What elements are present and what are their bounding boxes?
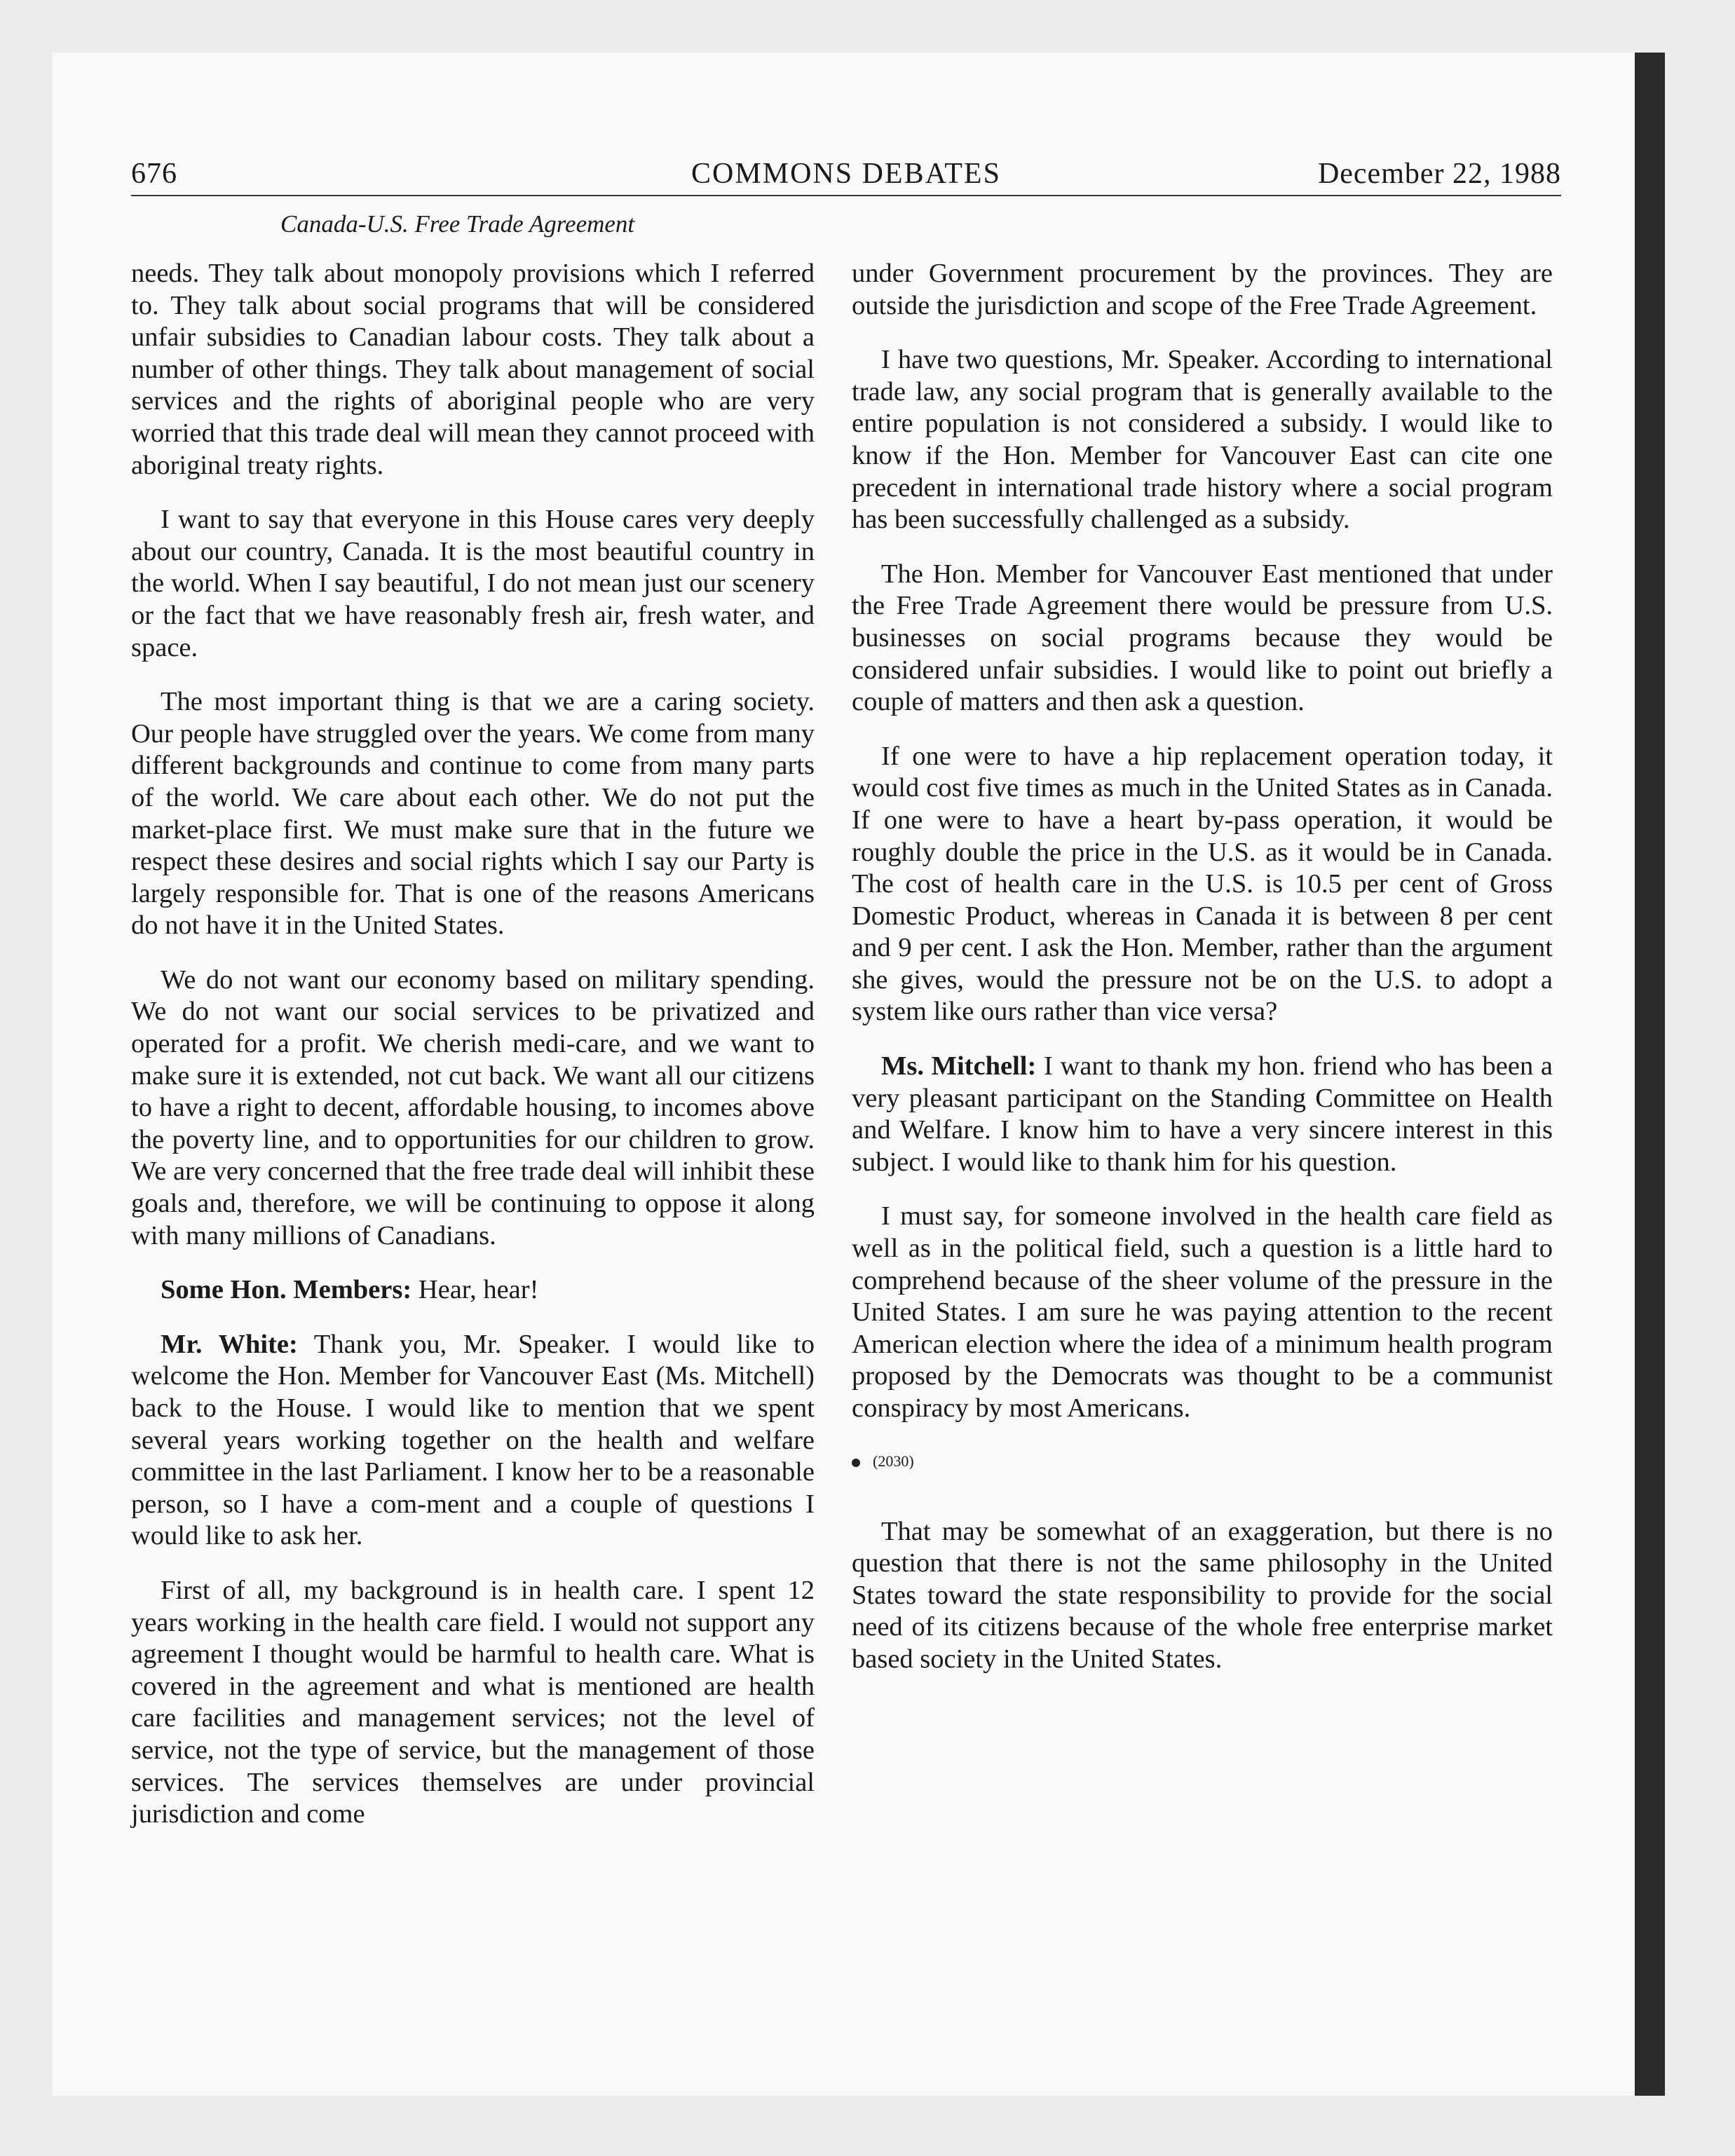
paragraph-text: needs. They talk about monopoly provisions which I referred to. They talk about social programs that will be considered unfair subsidies to Canadian labour costs. They talk about a number of other things. They talk about management of social services and the rights of aboriginal people who are very worried that this trade deal will mean they cannot proceed with aboriginal treaty rights. (131, 259, 815, 480)
paragraph (852, 258, 1553, 322)
section-subheading: Canada-U.S. Free Trade Agreement (280, 210, 635, 238)
paragraph (852, 559, 1553, 718)
paragraph-text: Thank you, Mr. Speaker. I would like to welcome the Hon. Member for Vancouver East (Ms. Mitchell) back to the House. I would like to mention that we spent several years working together on the health and welfare committee in the last Parliament. I know her to be a reasonable person, so I have a com-ment and a couple of questions I would like to ask her. (131, 1329, 815, 1551)
paragraph (131, 1575, 815, 1831)
paragraph (131, 686, 815, 942)
speaker-name: Mr. White: (161, 1329, 298, 1359)
publication-date: December 22, 1988 (1317, 158, 1561, 190)
paragraph (131, 1274, 815, 1306)
time-marker (852, 1447, 1553, 1475)
paragraph-text: I want to thank my hon. friend who has been a very pleasant participant on the Standing Committee on Health and Welfare. I know him to have a very sincere interest in this subject. I would like to thank him for his question. (852, 1051, 1553, 1177)
paragraph-text: under Government procurement by the provinces. They are outside the jurisdiction and scope of the Free Trade Agreement. (852, 259, 1553, 320)
scan-edge-shadow (1635, 53, 1665, 2096)
paragraph-text: That may be somewhat of an exaggeration, but there is no question that there is not the same philosophy in the United States toward the state responsibility to provide for the social need of its citizens because of the whole free enterprise market based society in the United States. (852, 1516, 1553, 1674)
left-column (131, 258, 815, 1853)
paragraph (852, 1516, 1553, 1676)
speaker-name: Some Hon. Members: (161, 1275, 412, 1305)
page-number: 676 (131, 158, 177, 190)
paragraph-text: Hear, hear! (411, 1275, 539, 1305)
publication-title: COMMONS DEBATES (691, 158, 1001, 190)
page-header (131, 157, 1561, 199)
speaker-name: Ms. Mitchell: (881, 1051, 1037, 1082)
paragraph (852, 741, 1553, 1028)
paragraph-text: I must say, for someone involved in the health care field as well as in the political field, such a question is a little hard to comprehend because of the sheer volume of the pressure in the United States. I am sure he was paying attention to the recent American election where the idea of a minimum health program proposed by the Democrats was thought to be a communist conspiracy by most Americans. (852, 1201, 1553, 1423)
right-column (852, 258, 1553, 1698)
paragraph-text: We do not want our economy based on military spending. We do not want our social services to be privatized and operated for a profit. We cherish medi-care, and we want to make sure it is extended, not cut back. We want all our citizens to have a right to decent, affordable housing, to incomes above the poverty line, and to opportunities for our children to grow. We are very concerned that the free trade deal will inhibit these goals and, therefore, we will be continuing to oppose it along with many millions of Canadians. (131, 964, 815, 1250)
paragraph-text: The most important thing is that we are a caring society. Our people have struggled over the years. We come from many different backgrounds and continue to come from many parts of the world. We care about each other. We do not put the market-place first. We must make sure that in the future we respect these desires and social rights which I say our Party is largely responsible for. That is one of the reasons Americans do not have it in the United States. (131, 687, 815, 941)
paragraph (131, 1329, 815, 1553)
time-marker-text: (2030) (873, 1452, 914, 1470)
paragraph (131, 258, 815, 482)
paragraph (852, 344, 1553, 536)
paragraph-text: The Hon. Member for Vancouver East mentioned that under the Free Trade Agreement there would be pressure from U.S. businesses on social programs because they would be considered unfair subsidies. I would like to point out briefly a couple of matters and then ask a question. (852, 559, 1553, 717)
paragraph-text: I have two questions, Mr. Speaker. According to international trade law, any social program that is generally available to the entire population is not considered a subsidy. I would like to know if the Hon. Member for Vancouver East can cite one precedent in international trade history where a social program has been successfully challenged as a subsidy. (852, 345, 1553, 535)
paragraph-text: If one were to have a hip replacement operation today, it would cost five times as much in the United States as in Canada. If one were to have a heart by-pass operation, it would be roughly double the price in the U.S. as it would be in Canada. The cost of health care in the U.S. is 10.5 per cent of Gross Domestic Product, whereas in Canada it is between 8 per cent and 9 per cent. I ask the Hon. Member, rather than the argument she gives, would the pressure not be on the U.S. to adopt a system like ours rather than vice versa? (852, 741, 1553, 1027)
paragraph (131, 964, 815, 1252)
bullet-icon (852, 1459, 860, 1467)
paragraph (852, 1201, 1553, 1424)
paragraph-text: I want to say that everyone in this House cares very deeply about our country, Canada. It is the most beautiful country in the world. When I say beautiful, I do not mean just our scenery or the fact that we have reasonably fresh air, fresh water, and space. (131, 505, 815, 662)
paragraph-text: First of all, my background is in health care. I spent 12 years working in the health care field. I would not support any agreement I thought would be harmful to health care. What is covered in the agreement and what is mentioned are health care facilities and management services; not the level of service, not the type of service, but the management of those services. The services themselves are under provincial jurisdiction and come (131, 1575, 815, 1829)
paragraph (852, 1051, 1553, 1178)
header-rule (131, 195, 1561, 196)
paragraph (131, 504, 815, 664)
